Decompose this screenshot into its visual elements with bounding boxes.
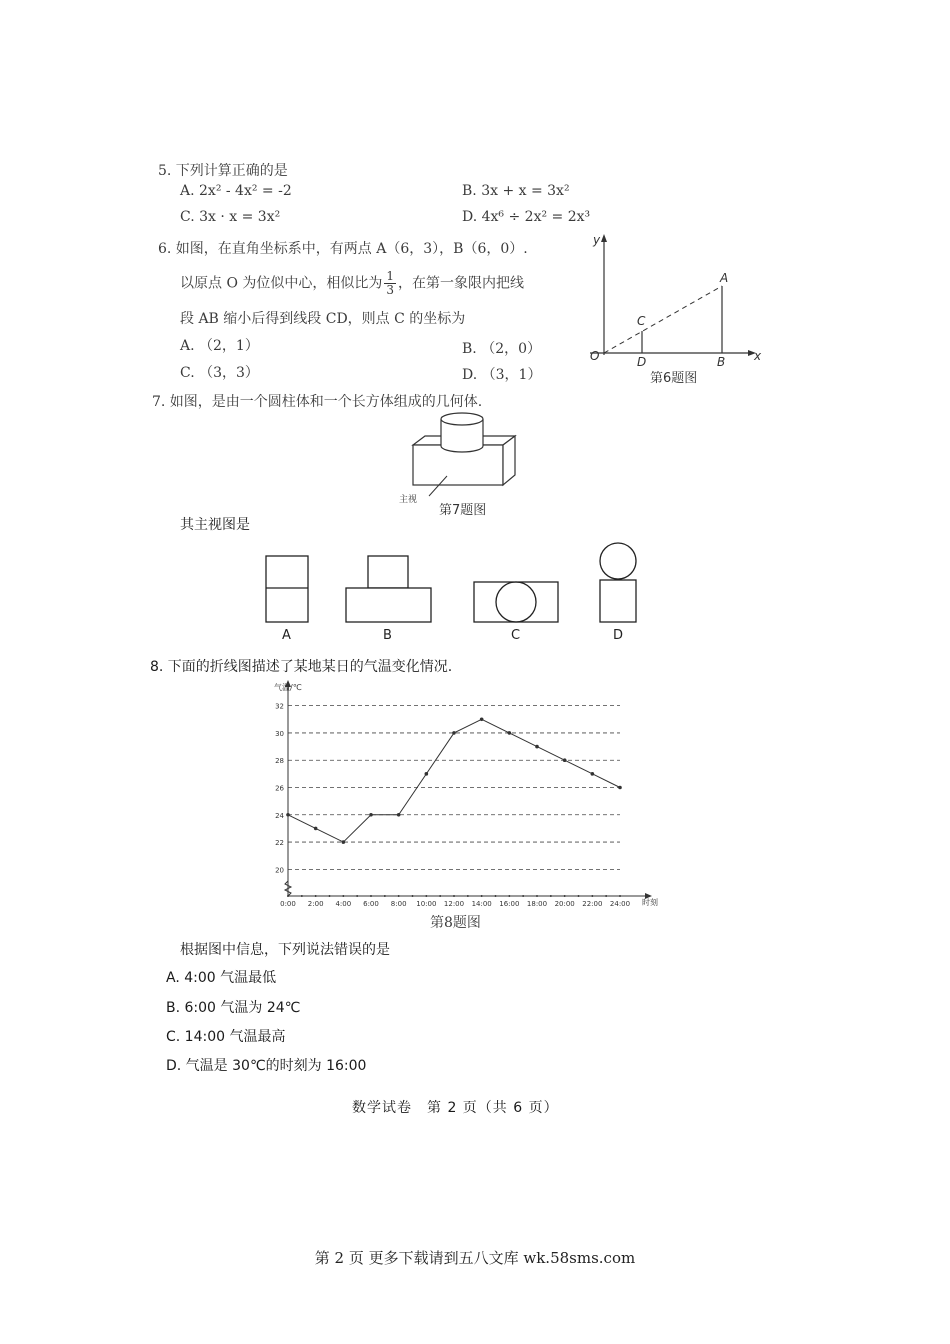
x-tick-mark <box>356 895 358 897</box>
chart-y-label: 气温/℃ <box>274 683 302 692</box>
x-tick-label: 8:00 <box>390 900 407 908</box>
q8-option-b: B. 6:00 气温为 24℃ <box>166 1000 301 1016</box>
q6-label-c: C <box>637 314 646 328</box>
q7-option-b-label: B <box>383 628 392 643</box>
q7-solid-figure <box>395 410 545 520</box>
temperature-point <box>452 731 456 735</box>
q8-caption: 第8题图 <box>430 915 481 931</box>
q5-option-a: A. 2x² - 4x² = -2 <box>180 183 292 199</box>
q7-caption: 第7题图 <box>439 503 487 518</box>
q7-option-d-label: D <box>613 628 624 643</box>
x-tick-label: 20:00 <box>554 900 575 908</box>
temperature-point <box>480 717 484 721</box>
x-tick-mark <box>384 895 386 897</box>
q6-fraction-den: 3 <box>386 283 395 297</box>
chart-grid <box>288 706 620 870</box>
q7-option-d-shape <box>600 543 636 622</box>
x-tick-mark <box>425 895 427 897</box>
x-tick-label: 18:00 <box>526 900 548 908</box>
x-tick-mark <box>591 895 593 897</box>
temperature-point <box>535 745 539 749</box>
x-tick-mark <box>439 895 441 897</box>
temperature-point <box>286 813 290 817</box>
q6-caption: 第6题图 <box>650 371 698 386</box>
temperature-point <box>397 813 401 817</box>
q8-option-d: D. 气温是 30℃的时刻为 16:00 <box>166 1058 367 1074</box>
q8-option-c: C. 14:00 气温最高 <box>166 1029 286 1045</box>
chart-axes <box>285 680 652 899</box>
q6-option-b: B. （2，0） <box>462 341 542 357</box>
x-tick-label: 24:00 <box>609 900 631 908</box>
chart-x-label: 时刻 <box>642 898 658 907</box>
q7-box-side <box>503 436 515 485</box>
q7-cylinder-top <box>441 413 483 425</box>
y-tick-label: 28 <box>275 757 284 766</box>
x-tick-mark <box>412 895 414 897</box>
x-tick-label: 22:00 <box>582 900 603 908</box>
x-tick-mark <box>370 895 372 897</box>
x-tick-mark <box>508 895 510 897</box>
q8-option-a: A. 4:00 气温最低 <box>166 970 277 986</box>
x-tick-mark <box>481 895 483 897</box>
x-tick-mark <box>536 895 538 897</box>
x-tick-label: 12:00 <box>443 900 465 908</box>
q7-options-figure <box>250 540 650 645</box>
chart-series <box>286 717 622 843</box>
x-tick-mark <box>550 895 552 897</box>
q7-front-label: 主视 <box>399 495 418 505</box>
q6-fraction <box>384 270 396 297</box>
x-tick-mark <box>522 895 524 897</box>
y-tick-label: 20 <box>275 866 284 875</box>
temperature-line <box>288 719 620 842</box>
x-tick-mark <box>619 895 621 897</box>
q5-stem: 5. 下列计算正确的是 <box>158 163 288 179</box>
x-tick-mark <box>605 895 607 897</box>
x-tick-label: 4:00 <box>335 900 352 908</box>
q6-label-y: y <box>593 233 601 247</box>
q7-option-a-label: A <box>282 628 291 643</box>
q6-fraction-num: 1 <box>386 269 395 283</box>
x-tick-mark <box>315 895 317 897</box>
x-tick-label: 2:00 <box>307 900 324 908</box>
x-tick-label: 6:00 <box>363 900 379 908</box>
q7-option-a-shape <box>266 556 308 622</box>
q6-stem-line3: 段 AB 缩小后得到线段 CD，则点 C 的坐标为 <box>180 311 466 327</box>
y-tick-label: 24 <box>275 811 284 820</box>
x-tick-label: 10:00 <box>416 900 437 908</box>
q7-option-b-shape <box>346 556 431 622</box>
q6-line2-post: ，在第一象限内把线 <box>398 275 525 292</box>
x-tick-mark <box>467 895 469 897</box>
q6-figure <box>582 230 772 395</box>
q6-stem-line1: 6. 如图，在直角坐标系中，有两点 A（6，3），B（6，0）. <box>158 241 528 257</box>
x-tick-mark <box>495 895 497 897</box>
temperature-point <box>508 731 512 735</box>
q6-label-x: x <box>754 349 762 363</box>
x-tick-mark <box>578 895 580 897</box>
download-footer: 第 2 页 更多下载请到五八文库 wk.58sms.com <box>314 1249 636 1267</box>
x-tick-mark <box>342 895 344 897</box>
temperature-point <box>618 786 622 790</box>
y-tick-label: 32 <box>275 702 284 711</box>
temperature-point <box>425 772 429 776</box>
temperature-point <box>563 758 567 762</box>
x-tick-mark <box>329 895 331 897</box>
q6-option-a: A. （2，1） <box>180 338 259 354</box>
q5-option-d: D. 4x⁶ ÷ 2x² = 2x³ <box>462 209 591 225</box>
q5-option-c: C. 3x · x = 3x² <box>180 209 281 225</box>
y-tick-label: 22 <box>275 839 284 848</box>
q6-stem-line2 <box>180 270 524 297</box>
x-tick-mark <box>398 895 400 897</box>
q8-stem: 8. 下面的折线图描述了某地某日的气温变化情况. <box>150 659 453 675</box>
x-tick-label: 14:00 <box>471 900 492 908</box>
q8-temperature-chart <box>270 678 670 918</box>
x-tick-label: 16:00 <box>499 900 520 908</box>
q8-prompt: 根据图中信息，下列说法错误的是 <box>180 942 390 958</box>
chart-y-ticks <box>275 703 284 875</box>
q6-label-b: B <box>717 355 726 369</box>
chart-x-ticks <box>280 895 630 908</box>
x-tick-mark <box>564 895 566 897</box>
x-tick-label: 0:00 <box>280 900 296 908</box>
x-tick-mark <box>453 895 455 897</box>
q6-segment-oa <box>604 286 722 353</box>
q6-label-d: D <box>637 355 647 369</box>
y-tick-label: 30 <box>275 729 284 738</box>
temperature-point <box>369 813 373 817</box>
q6-option-c: C. （3，3） <box>180 365 259 381</box>
q6-line2-pre: 以原点 O 为位似中心，相似比为 <box>180 275 383 292</box>
q6-y-arrow <box>601 234 607 242</box>
q7-prompt: 其主视图是 <box>180 517 250 533</box>
temperature-point <box>342 840 346 844</box>
temperature-point <box>314 827 318 831</box>
y-tick-label: 26 <box>275 784 284 793</box>
q5-option-b: B. 3x + x = 3x² <box>462 183 570 199</box>
exam-page-footer: 数学试卷 第 2 页（共 6 页） <box>352 1100 559 1116</box>
q7-option-c-shape <box>474 582 558 622</box>
q7-stem: 7. 如图，是由一个圆柱体和一个长方体组成的几何体. <box>152 394 483 410</box>
q6-option-d: D. （3，1） <box>462 367 542 383</box>
q6-label-a: A <box>720 271 729 285</box>
temperature-point <box>591 772 595 776</box>
q6-label-o: O <box>590 349 600 363</box>
x-tick-mark <box>301 895 303 897</box>
x-tick-mark <box>287 895 289 897</box>
q7-option-c-label: C <box>511 628 521 643</box>
